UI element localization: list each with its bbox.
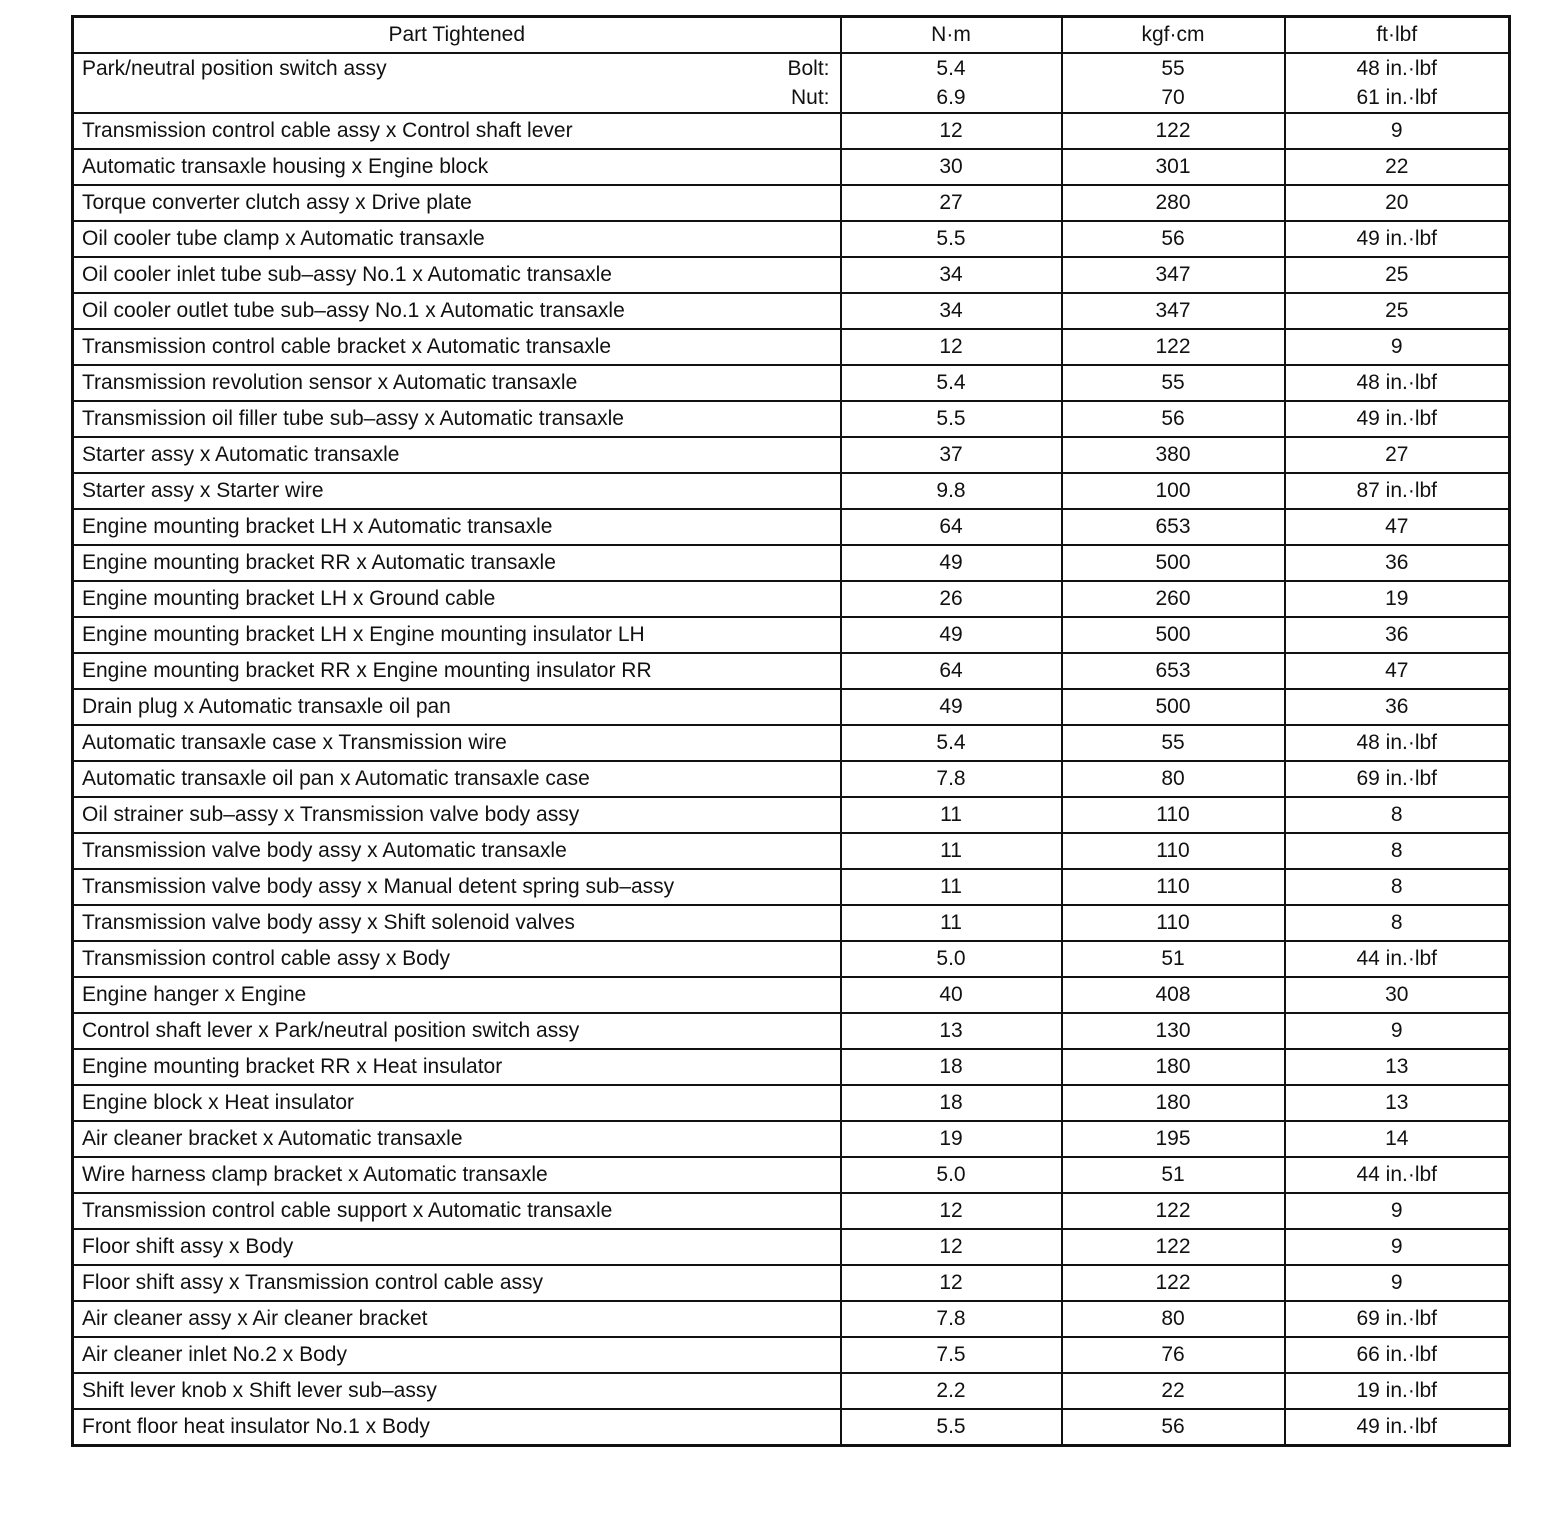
ft-cell: 19	[1285, 581, 1510, 617]
part-cell: Transmission valve body assy x Automatic transaxle	[73, 833, 841, 869]
kgf-cell: 110	[1062, 905, 1285, 941]
kgf-cell	[1062, 53, 1285, 113]
ft-cell: 69 in.·lbf	[1285, 761, 1510, 797]
part-cell: Air cleaner bracket x Automatic transaxle	[73, 1121, 841, 1157]
header-kgf: kgf·cm	[1062, 17, 1285, 54]
part-cell: Front floor heat insulator No.1 x Body	[73, 1409, 841, 1446]
header-part: Part Tightened	[73, 17, 841, 54]
ft-cell: 87 in.·lbf	[1285, 473, 1510, 509]
table-row	[73, 437, 1510, 473]
kgf-cell: 22	[1062, 1373, 1285, 1409]
ft-cell: 49 in.·lbf	[1285, 221, 1510, 257]
torque-spec-table	[71, 15, 1511, 1447]
kgf-cell: 653	[1062, 653, 1285, 689]
kgf-cell: 653	[1062, 509, 1285, 545]
kgf-cell: 51	[1062, 941, 1285, 977]
ft-cell: 36	[1285, 617, 1510, 653]
table-row-first	[73, 53, 1510, 113]
nm-cell: 18	[841, 1085, 1062, 1121]
kgf-cell: 122	[1062, 1265, 1285, 1301]
ft-cell: 9	[1285, 1229, 1510, 1265]
kgf-cell: 180	[1062, 1049, 1285, 1085]
ft-cell: 9	[1285, 1013, 1510, 1049]
nm-cell: 11	[841, 833, 1062, 869]
part-cell	[73, 53, 841, 113]
part-cell: Shift lever knob x Shift lever sub–assy	[73, 1373, 841, 1409]
table-row	[73, 869, 1510, 905]
nm-cell: 9.8	[841, 473, 1062, 509]
kgf-cell: 56	[1062, 401, 1285, 437]
table-row	[73, 977, 1510, 1013]
kgf-value-bolt: 55	[1161, 57, 1185, 80]
kgf-cell: 180	[1062, 1085, 1285, 1121]
ft-cell: 19 in.·lbf	[1285, 1373, 1510, 1409]
header-ft: ft·lbf	[1285, 17, 1510, 54]
ft-cell: 36	[1285, 545, 1510, 581]
kgf-cell: 55	[1062, 365, 1285, 401]
part-cell: Automatic transaxle oil pan x Automatic transaxle case	[73, 761, 841, 797]
table-row	[73, 1409, 1510, 1446]
kgf-cell: 110	[1062, 869, 1285, 905]
kgf-value-nut: 70	[1161, 86, 1185, 109]
table-row	[73, 725, 1510, 761]
part-cell: Engine mounting bracket RR x Automatic transaxle	[73, 545, 841, 581]
kgf-cell: 500	[1062, 545, 1285, 581]
ft-cell: 13	[1285, 1085, 1510, 1121]
ft-cell: 48 in.·lbf	[1285, 725, 1510, 761]
table-row	[73, 617, 1510, 653]
kgf-cell: 122	[1062, 1229, 1285, 1265]
kgf-cell: 122	[1062, 113, 1285, 149]
part-cell: Oil strainer sub–assy x Transmission valve body assy	[73, 797, 841, 833]
nm-cell: 49	[841, 545, 1062, 581]
kgf-cell: 56	[1062, 1409, 1285, 1446]
part-cell: Floor shift assy x Transmission control cable assy	[73, 1265, 841, 1301]
table-row	[73, 689, 1510, 725]
ft-cell: 66 in.·lbf	[1285, 1337, 1510, 1373]
part-cell: Starter assy x Automatic transaxle	[73, 437, 841, 473]
part-cell: Floor shift assy x Body	[73, 1229, 841, 1265]
table-row	[73, 509, 1510, 545]
nm-cell: 49	[841, 689, 1062, 725]
part-cell: Oil cooler tube clamp x Automatic transaxle	[73, 221, 841, 257]
nm-cell: 2.2	[841, 1373, 1062, 1409]
ft-cell: 69 in.·lbf	[1285, 1301, 1510, 1337]
nm-cell: 12	[841, 1193, 1062, 1229]
nm-cell: 12	[841, 1229, 1062, 1265]
table-row	[73, 257, 1510, 293]
part-cell: Drain plug x Automatic transaxle oil pan	[73, 689, 841, 725]
nm-cell: 12	[841, 113, 1062, 149]
ft-value-nut: 61 in.·lbf	[1356, 86, 1438, 109]
ft-cell: 8	[1285, 869, 1510, 905]
kgf-cell: 100	[1062, 473, 1285, 509]
kgf-cell: 122	[1062, 329, 1285, 365]
table-row	[73, 1373, 1510, 1409]
table-row	[73, 1121, 1510, 1157]
ft-cell: 30	[1285, 977, 1510, 1013]
ft-cell: 44 in.·lbf	[1285, 1157, 1510, 1193]
table-row	[73, 113, 1510, 149]
table-row	[73, 1085, 1510, 1121]
ft-cell: 49 in.·lbf	[1285, 401, 1510, 437]
part-cell: Oil cooler outlet tube sub–assy No.1 x Automatic transaxle	[73, 293, 841, 329]
nm-cell: 13	[841, 1013, 1062, 1049]
table-row	[73, 473, 1510, 509]
nm-cell: 7.8	[841, 761, 1062, 797]
kgf-cell: 80	[1062, 761, 1285, 797]
nm-cell: 18	[841, 1049, 1062, 1085]
nm-cell: 11	[841, 905, 1062, 941]
ft-cell: 9	[1285, 1193, 1510, 1229]
kgf-cell: 301	[1062, 149, 1285, 185]
ft-cell: 9	[1285, 329, 1510, 365]
nm-cell: 5.5	[841, 1409, 1062, 1446]
kgf-cell: 347	[1062, 293, 1285, 329]
table-row	[73, 1013, 1510, 1049]
nm-cell: 27	[841, 185, 1062, 221]
nm-cell: 5.4	[841, 365, 1062, 401]
nm-cell: 30	[841, 149, 1062, 185]
kgf-cell: 122	[1062, 1193, 1285, 1229]
part-cell: Engine mounting bracket RR x Engine mounting insulator RR	[73, 653, 841, 689]
part-cell: Engine mounting bracket RR x Heat insulator	[73, 1049, 841, 1085]
kgf-cell: 110	[1062, 797, 1285, 833]
ft-cell: 22	[1285, 149, 1510, 185]
kgf-cell: 500	[1062, 617, 1285, 653]
sub-label-nut: Nut:	[790, 86, 830, 109]
table-row	[73, 545, 1510, 581]
table-row	[73, 1337, 1510, 1373]
nm-cell: 11	[841, 797, 1062, 833]
ft-cell: 44 in.·lbf	[1285, 941, 1510, 977]
table-row	[73, 1049, 1510, 1085]
ft-value-bolt: 48 in.·lbf	[1356, 57, 1438, 80]
part-cell: Control shaft lever x Park/neutral position switch assy	[73, 1013, 841, 1049]
part-cell: Automatic transaxle case x Transmission wire	[73, 725, 841, 761]
kgf-cell: 408	[1062, 977, 1285, 1013]
nm-cell: 12	[841, 329, 1062, 365]
part-cell: Transmission control cable assy x Body	[73, 941, 841, 977]
part-cell: Automatic transaxle housing x Engine block	[73, 149, 841, 185]
part-cell: Transmission control cable support x Automatic transaxle	[73, 1193, 841, 1229]
table-row	[73, 761, 1510, 797]
ft-cell: 47	[1285, 653, 1510, 689]
ft-cell: 49 in.·lbf	[1285, 1409, 1510, 1446]
kgf-cell: 80	[1062, 1301, 1285, 1337]
table-row	[73, 329, 1510, 365]
nm-value-nut: 6.9	[936, 86, 966, 109]
part-cell: Air cleaner assy x Air cleaner bracket	[73, 1301, 841, 1337]
nm-cell: 5.5	[841, 221, 1062, 257]
nm-cell: 34	[841, 293, 1062, 329]
kgf-cell: 51	[1062, 1157, 1285, 1193]
nm-cell: 64	[841, 653, 1062, 689]
kgf-cell: 260	[1062, 581, 1285, 617]
part-cell: Starter assy x Starter wire	[73, 473, 841, 509]
ft-cell: 27	[1285, 437, 1510, 473]
nm-cell: 11	[841, 869, 1062, 905]
table-row	[73, 149, 1510, 185]
table-row	[73, 581, 1510, 617]
part-cell: Engine hanger x Engine	[73, 977, 841, 1013]
part-cell: Transmission control cable assy x Control shaft lever	[73, 113, 841, 149]
table-row	[73, 941, 1510, 977]
part-cell: Wire harness clamp bracket x Automatic transaxle	[73, 1157, 841, 1193]
table-row	[73, 1265, 1510, 1301]
nm-cell: 49	[841, 617, 1062, 653]
table-row	[73, 797, 1510, 833]
nm-cell: 12	[841, 1265, 1062, 1301]
nm-cell: 34	[841, 257, 1062, 293]
ft-cell: 8	[1285, 905, 1510, 941]
ft-cell: 48 in.·lbf	[1285, 365, 1510, 401]
header-nm: N·m	[841, 17, 1062, 54]
ft-cell: 14	[1285, 1121, 1510, 1157]
ft-cell: 9	[1285, 113, 1510, 149]
table-row	[73, 1193, 1510, 1229]
table-row	[73, 293, 1510, 329]
sub-label-bolt: Bolt:	[787, 57, 830, 80]
table-row	[73, 653, 1510, 689]
part-cell: Oil cooler inlet tube sub–assy No.1 x Automatic transaxle	[73, 257, 841, 293]
nm-cell	[841, 53, 1062, 113]
nm-cell: 5.4	[841, 725, 1062, 761]
nm-cell: 7.8	[841, 1301, 1062, 1337]
kgf-cell: 56	[1062, 221, 1285, 257]
part-cell: Transmission oil filler tube sub–assy x Automatic transaxle	[73, 401, 841, 437]
nm-cell: 5.5	[841, 401, 1062, 437]
nm-cell: 5.0	[841, 1157, 1062, 1193]
part-cell: Engine mounting bracket LH x Ground cable	[73, 581, 841, 617]
table-row	[73, 185, 1510, 221]
table-row	[73, 1229, 1510, 1265]
ft-cell: 8	[1285, 797, 1510, 833]
kgf-cell: 110	[1062, 833, 1285, 869]
kgf-cell: 130	[1062, 1013, 1285, 1049]
nm-cell: 5.0	[841, 941, 1062, 977]
part-cell: Engine mounting bracket LH x Engine mounting insulator LH	[73, 617, 841, 653]
kgf-cell: 195	[1062, 1121, 1285, 1157]
nm-cell: 19	[841, 1121, 1062, 1157]
ft-cell: 25	[1285, 257, 1510, 293]
nm-cell: 64	[841, 509, 1062, 545]
kgf-cell: 380	[1062, 437, 1285, 473]
ft-cell: 13	[1285, 1049, 1510, 1085]
kgf-cell: 347	[1062, 257, 1285, 293]
table-row	[73, 221, 1510, 257]
ft-cell: 47	[1285, 509, 1510, 545]
nm-cell: 37	[841, 437, 1062, 473]
nm-value-bolt: 5.4	[936, 57, 966, 80]
nm-cell: 40	[841, 977, 1062, 1013]
header-row	[73, 17, 1510, 54]
ft-cell: 8	[1285, 833, 1510, 869]
ft-cell: 9	[1285, 1265, 1510, 1301]
part-cell: Transmission valve body assy x Manual detent spring sub–assy	[73, 869, 841, 905]
ft-cell: 25	[1285, 293, 1510, 329]
part-cell: Transmission control cable bracket x Automatic transaxle	[73, 329, 841, 365]
nm-cell: 7.5	[841, 1337, 1062, 1373]
part-cell: Engine mounting bracket LH x Automatic transaxle	[73, 509, 841, 545]
table-row	[73, 905, 1510, 941]
part-cell: Transmission valve body assy x Shift solenoid valves	[73, 905, 841, 941]
part-cell: Torque converter clutch assy x Drive plate	[73, 185, 841, 221]
kgf-cell: 55	[1062, 725, 1285, 761]
table-row	[73, 1157, 1510, 1193]
ft-cell: 20	[1285, 185, 1510, 221]
table-row	[73, 833, 1510, 869]
part-cell: Engine block x Heat insulator	[73, 1085, 841, 1121]
ft-cell	[1285, 53, 1510, 113]
kgf-cell: 280	[1062, 185, 1285, 221]
nm-cell: 26	[841, 581, 1062, 617]
table-row	[73, 1301, 1510, 1337]
table-row	[73, 365, 1510, 401]
table-row	[73, 401, 1510, 437]
part-name: Park/neutral position switch assy	[82, 57, 387, 80]
kgf-cell: 500	[1062, 689, 1285, 725]
ft-cell: 36	[1285, 689, 1510, 725]
part-cell: Transmission revolution sensor x Automatic transaxle	[73, 365, 841, 401]
kgf-cell: 76	[1062, 1337, 1285, 1373]
part-cell: Air cleaner inlet No.2 x Body	[73, 1337, 841, 1373]
